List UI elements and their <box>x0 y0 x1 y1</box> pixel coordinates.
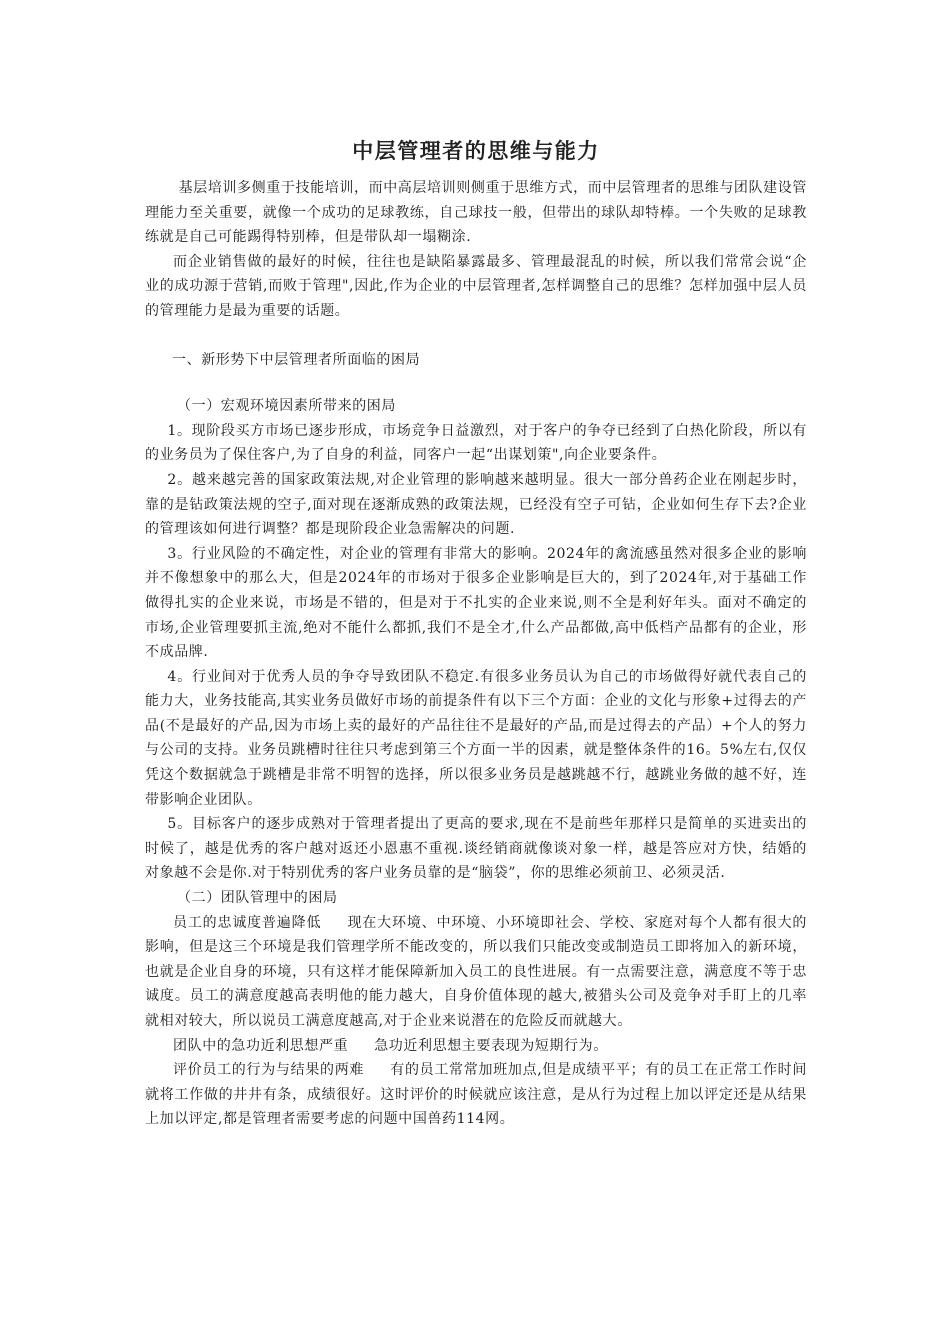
team-issue-paragraph-3 <box>145 1058 807 1132</box>
document-page <box>145 136 807 1132</box>
intro-paragraph-2: 而企业销售做的最好的时候，往往也是缺陷暴露最多、管理最混乱的时候，所以我们常常会说“企业的成功源于营销,而败于管理",因此,作为企业的中层管理者,怎样调整自己的思维？怎样加强中层人员的管理能力是最为重要的话题。 <box>145 253 807 319</box>
list-item-4: 4。行业间对于优秀人员的争夺导致团队不稳定.有很多业务员认为自己的市场做得好就代表自己的能力大，业务技能高,其实业务员做好市场的前提条件有以下三个方面：企业的文化与形象+过得去的产品(不是最好的产品,因为市场上卖的最好的产品往往不是最好的产品,而是过得去的产品）+个人的努力与公司的支持。业务员跳槽时往往只考虑到第三个方面一半的因素，就是整体条件的16。5%左右,仅仅凭这个数据就急于跳槽是非常不明智的选择，所以很多业务员是越跳越不行，越跳业务做的越不好，连带影响企业团队。 <box>145 668 807 808</box>
team-issue-paragraph-1 <box>145 911 807 1034</box>
list-item-5: 5。目标客户的逐步成熟对于管理者提出了更高的要求,现在不是前些年那样只是简单的买进卖出的时候了，越是优秀的客户越对返还小恩惠不重视.谈经销商就像谈对象一样，越是答应对方快，结婚的对象越不会是你.对于特别优秀的客户业务员靠的是“脑袋”，你的思维必须前卫、必须灵活. <box>145 816 807 882</box>
section-heading-1: 一、新形势下中层管理者所面临的困局 <box>172 351 421 368</box>
subsection-heading-2: （二）团队管理中的困局 <box>177 890 338 907</box>
team-issue-text-2: 急功近利思想主要表现为短期行为。 <box>374 1037 608 1054</box>
list-item-2: 2。越来越完善的国家政策法规,对企业管理的影响越来越明显。很大一部分兽药企业在刚起步时，靠的是钻政策法规的空子,面对现在逐渐成熟的政策法规，已经没有空子可钻，企业如何生存下去?企业的管理该如何进行调整？都是现阶段企业急需解决的问题. <box>145 471 807 538</box>
team-issue-text-3: 有的员工常常加班加点,但是成绩平平；有的员工在正常工作时间就将工作做的井井有条，成绩很好。这时评价的时候就应该注意，是从行为过程上加以评定还是从结果上加以评定,都是管理者需要考虑的问题中国兽药114网。 <box>145 1062 807 1128</box>
team-issue-label-1: 员工的忠诚度普遍降低 <box>173 914 322 931</box>
intro-paragraph-1: 基层培训多侧重于技能培训，而中高层培训则侧重于思维方式，而中层管理者的思维与团队建设管理能力至关重要，就像一个成功的足球教练，自己球技一般，但带出的球队却特棒。一个失败的足球教练就是自己可能踢得特别棒，但是带队却一塌糊涂. <box>145 180 807 246</box>
team-issue-paragraph-2 <box>145 1034 807 1059</box>
list-item-1: 1。现阶段买方市场已逐步形成，市场竞争日益激烈，对于客户的争夺已经到了白热化阶段，所以有的业务员为了保住客户,为了自身的利益，同客户一起“出谋划策",向企业要条件。 <box>145 422 807 464</box>
team-issue-label-2: 团队中的急功近利思想严重 <box>173 1037 349 1054</box>
document-title: 中层管理者的思维与能力 <box>352 139 600 163</box>
list-item-3: 3。行业风险的不确定性，对企业的管理有非常大的影响。2024年的禽流感虽然对很多企业的影响并不像想象中的那么大，但是2024年的市场对于很多企业影响是巨大的，到了2024年,对于基础工作做得扎实的企业来说，市场是不错的，但是对于不扎实的企业来说,则不全是利好年头。面对不确定的市场,企业管理要抓主流,绝对不能什么都抓,我们不是全才,什么产品都做,高中低档产品都有的企业，形不成品牌. <box>145 545 807 661</box>
team-issue-label-3: 评价员工的行为与结果的两难 <box>173 1062 365 1079</box>
subsection-heading-1: （一）宏观环境因素所带来的困局 <box>177 398 396 415</box>
team-issue-text-1: 现在大环境、中环境、小环境即社会、学校、家庭对每个人都有很大的影响，但是这三个环境是我们管理学所不能改变的，所以我们只能改变或制造员工即将加入的新环境，也就是企业自身的环境，只有这样才能保障新加入员工的良性进展。有一点需要注意，满意度不等于忠诚度。员工的满意度越高表明他的能力越大，自身价值体现的越大,被猎头公司及竞争对手盯上的几率就相对较大，所以说员工满意度越高,对于企业来说潜在的危险反而就越大。 <box>145 914 807 1029</box>
